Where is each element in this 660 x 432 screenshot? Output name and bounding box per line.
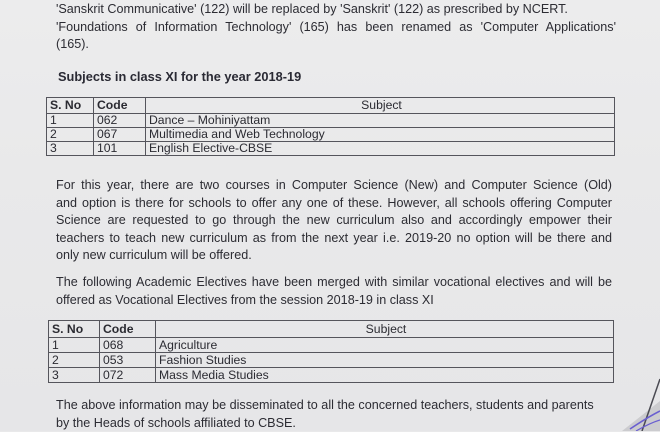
- code-cell: 062: [94, 114, 146, 128]
- subject-cell: English Elective-CBSE: [146, 142, 615, 156]
- cs-line-1: For this year, there are two courses in Computer Science (New) and Computer Science (Old): [56, 178, 612, 192]
- intro-paragraph: [56, 1, 616, 54]
- intro-line-1: 'Sanskrit Communicative' (122) will be replaced by 'Sanskrit' (122) as prescribed by NCERT.: [56, 2, 568, 16]
- sno-header: S. No: [49, 321, 100, 338]
- electives-line-2: offered as Vocational Electives from the session 2018-19 in class XI: [56, 292, 434, 307]
- cs-line-2: and option is there for schools to offer any one of these. However, all schools offering Computer: [56, 195, 612, 210]
- table-row: [49, 353, 614, 368]
- sno-cell: 2: [49, 353, 100, 368]
- cs-line-5: only new curriculum will be offered.: [56, 248, 252, 263]
- subjects-table-class-xi: [46, 97, 615, 156]
- code-header: Code: [94, 98, 146, 114]
- sno-cell: 1: [47, 114, 94, 128]
- sno-cell: 3: [47, 142, 94, 156]
- code-cell: 072: [100, 368, 156, 383]
- code-cell: 101: [94, 142, 146, 156]
- table-header-row: [49, 321, 614, 338]
- closing-line-2: by the Heads of schools affiliated to CBSE.: [56, 415, 296, 430]
- subject-header: Subject: [156, 321, 614, 338]
- sno-header: S. No: [47, 98, 94, 114]
- subject-cell: Multimedia and Web Technology: [146, 128, 615, 142]
- code-cell: 067: [94, 128, 146, 142]
- table-row: [47, 142, 615, 156]
- subject-cell: Fashion Studies: [156, 353, 614, 368]
- sno-cell: 1: [49, 338, 100, 353]
- table-row: [49, 338, 614, 353]
- intro-line-2: 'Foundations of Information Technology' (165) has been renamed as 'Computer Applications': [56, 19, 616, 34]
- intro-line-3: (165).: [56, 37, 89, 52]
- code-cell: 053: [100, 353, 156, 368]
- subject-cell: Dance – Mohiniyattam: [146, 114, 615, 128]
- computer-science-paragraph: [56, 177, 612, 265]
- table-header-row: [47, 98, 615, 114]
- electives-paragraph: [56, 274, 612, 309]
- sno-cell: 3: [49, 368, 100, 383]
- vocational-electives-table: [48, 320, 614, 383]
- subject-cell: Agriculture: [156, 338, 614, 353]
- code-header: Code: [100, 321, 156, 338]
- closing-line-1: The above information may be disseminated to all the concerned teachers, students and parents: [56, 398, 594, 412]
- closing-paragraph: [56, 397, 616, 432]
- table-row: [49, 368, 614, 383]
- cs-line-4: teachers to teach new curriculum as from the next year i.e. 2019-20 no option will be there and: [56, 230, 612, 245]
- sno-cell: 2: [47, 128, 94, 142]
- table-row: [47, 128, 615, 142]
- stamp-seal-icon: [600, 371, 660, 431]
- electives-line-1: The following Academic Electives have been merged with similar vocational electives and will be: [56, 275, 612, 289]
- section1-heading: Subjects in class XI for the year 2018-19: [58, 69, 302, 84]
- subject-header: Subject: [146, 98, 615, 114]
- cs-line-3: Science are requested to go through the new curriculum also and accordingly empower their: [56, 213, 612, 228]
- subject-cell: Mass Media Studies: [156, 368, 614, 383]
- code-cell: 068: [100, 338, 156, 353]
- table-row: [47, 114, 615, 128]
